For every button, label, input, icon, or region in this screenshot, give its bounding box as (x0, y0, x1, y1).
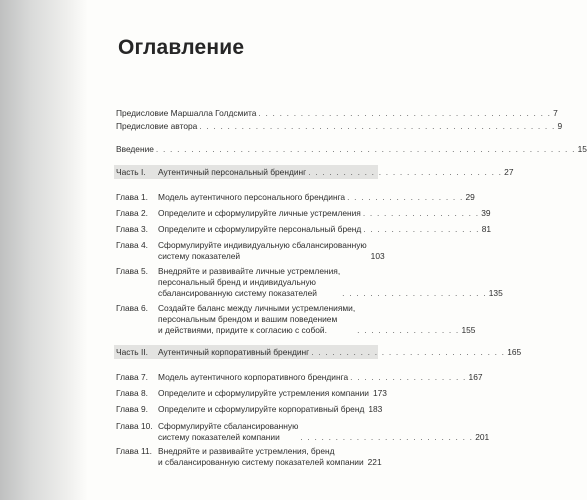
chapter-number: Глава 10. (116, 421, 153, 431)
toc-entry-label: Определите и сформулируйте персональный бренд (158, 224, 362, 234)
toc-entry-chapter-5 (158, 266, 503, 299)
toc-entry-label: Модель аутентичного корпоративного брендинга (158, 372, 349, 382)
chapter-number: Глава 7. (116, 372, 148, 382)
toc-entry-page: 9 (557, 121, 563, 131)
toc-entry-page: 29 (465, 192, 475, 202)
leader-dots: . . . . . . . . . . . . . . . . . (347, 192, 464, 202)
leader-dots: . . . . . . . . . . . . . . . (357, 325, 460, 335)
part-number: Часть II. (116, 347, 148, 357)
leader-dots: . . . . . . . . . . . . . . . . . . . . . . . . . . . . . . . . . . . . . . . . . . . . . . . . . . . . . . . . . . . . (155, 144, 576, 154)
toc-entry-chapter-11 (158, 446, 382, 468)
leader-dots: . . . . . . . . . . . . . . . . . . . . . . . . . . . . . . . . . . . . . . . . . . (258, 108, 552, 118)
toc-entry-page: 103 (370, 251, 385, 261)
toc-entry-label: Внедряйте и развивайте устремления, бренд и сбалансированную систему показателей компании (158, 446, 364, 467)
toc-entry-foreword-goldsmith (116, 108, 558, 119)
toc-entry-label: Сформулируйте индивидуальную сбалансированную систему показателей (158, 240, 367, 261)
toc-entry-label: Сформулируйте сбалансированную систему показателей компании (158, 421, 299, 442)
chapter-number: Глава 9. (116, 404, 148, 414)
toc-entry-chapter-7 (158, 372, 483, 383)
toc-entry-chapter-9 (158, 404, 383, 415)
toc-entry-label: Создайте баланс между личными устремлениями, персональным брендом и вашим поведением и действиями, придите к согласию с собой. (158, 303, 356, 335)
chapter-number: Глава 8. (116, 388, 148, 398)
toc-entry-page: 221 (367, 457, 382, 467)
chapter-number: Глава 2. (116, 208, 148, 218)
toc-entry-chapter-3 (158, 224, 492, 235)
toc-entry-label: Предисловие Маршалла Голдсмита (116, 108, 257, 118)
toc-entry-page: 167 (468, 372, 483, 382)
chapter-number: Глава 6. (116, 303, 148, 313)
page-title: Оглавление (118, 36, 245, 59)
leader-dots: . . . . . . . . . . . . . . . . . . . . . (342, 288, 487, 298)
toc-entry-label: Определите и сформулируйте корпоративный бренд (158, 404, 365, 414)
toc-entry-foreword-author (116, 121, 563, 132)
chapter-number: Глава 5. (116, 266, 148, 276)
toc-entry-label: Определите и сформулируйте личные устремления (158, 208, 361, 218)
toc-entry-page: 155 (461, 325, 476, 335)
toc-entry-chapter-1 (158, 192, 475, 203)
toc-entry-introduction (116, 144, 587, 155)
toc-entry-page: 81 (481, 224, 492, 234)
toc-entry-page: 201 (475, 432, 490, 442)
toc-entry-label: Внедряйте и развивайте личные устремления, персональный бренд и индивидуальную сбалансированную систему показателей (158, 266, 341, 298)
leader-dots: . . . . . . . . . . . . . . . . . . . . . . . . . (300, 432, 474, 442)
toc-entry-page: 165 (507, 347, 522, 357)
part-number: Часть I. (116, 167, 146, 177)
leader-dots: . . . . . . . . . . . . . . . . . . . . . . . . . . . . (311, 347, 506, 357)
toc-entry-part-2 (158, 347, 522, 358)
toc-entry-label: Модель аутентичного персонального брендинга (158, 192, 346, 202)
leader-dots: . . . . . . . . . . . . . . . . . (362, 208, 480, 218)
chapter-number: Глава 11. (116, 446, 152, 456)
toc-entry-label: Аутентичный персональный брендинг (158, 167, 307, 177)
toc-entry-label: Аутентичный корпоративный брендинг (158, 347, 310, 357)
toc-entry-chapter-2 (158, 208, 491, 219)
leader-dots: . . . . . . . . . . . . . . . . . . . . . . . . . . . . . . . . . . . . . . . . . . . . . . . . . . . (199, 121, 556, 131)
chapter-number: Глава 4. (116, 240, 148, 250)
toc-entry-page: 27 (504, 167, 514, 177)
toc-entry-chapter-6 (158, 303, 476, 336)
chapter-number: Глава 3. (116, 224, 148, 234)
toc-entry-page: 7 (553, 108, 558, 118)
toc-entry-page: 173 (372, 388, 387, 398)
toc-entry-label: Предисловие автора (116, 121, 198, 131)
chapter-number: Глава 1. (116, 192, 148, 202)
toc-entry-label: Введение (116, 144, 154, 154)
toc-entry-part-1 (158, 167, 514, 178)
toc-entry-page: 135 (488, 288, 503, 298)
toc-entry-label: Определите и сформулируйте устремления компании (158, 388, 369, 398)
toc-entry-page: 15 (577, 144, 587, 154)
toc-entry-page: 183 (368, 404, 383, 414)
toc-entry-chapter-8 (158, 388, 387, 399)
toc-entry-page: 39 (481, 208, 491, 218)
leader-dots: . . . . . . . . . . . . . . . . . . . . . . . . . . . . (308, 167, 503, 177)
leader-dots: . . . . . . . . . . . . . . . . . (363, 224, 480, 234)
toc-entry-chapter-10 (158, 421, 490, 443)
leader-dots: . . . . . . . . . . . . . . . . . (350, 372, 467, 382)
toc-entry-chapter-4 (158, 240, 385, 262)
